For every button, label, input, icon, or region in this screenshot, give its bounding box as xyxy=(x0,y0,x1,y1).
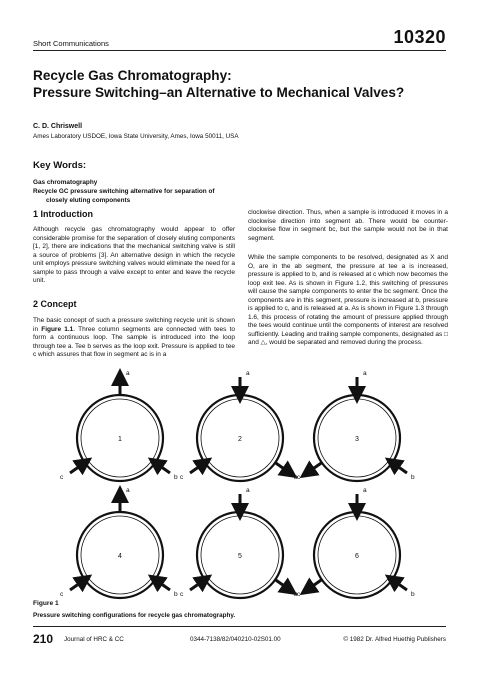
loop-panel xyxy=(180,370,298,481)
tee-label: b xyxy=(173,590,178,598)
tee-arrow xyxy=(190,580,205,590)
tee-label: c xyxy=(60,590,64,598)
tee-arrow xyxy=(70,463,85,473)
section-label: Short Communications xyxy=(33,39,109,48)
affiliation: Ames Laboratory USDOE, Iowa State University, Ames, Iowa 50011, USA xyxy=(33,133,239,140)
panel-number: 5 xyxy=(238,553,242,560)
footer-code: 0344-7138/82/040210-02S01.00 xyxy=(190,636,281,643)
tee-label: b xyxy=(173,473,178,481)
panel-number: 1 xyxy=(118,436,122,443)
tee-arrow xyxy=(275,463,290,473)
tee-label: a xyxy=(246,487,250,494)
tee-arrow xyxy=(70,580,85,590)
title-line-2: Pressure Switching–an Alternative to Mechanical Valves? xyxy=(33,85,405,100)
loop-panel xyxy=(60,487,178,598)
tee-label: a xyxy=(363,487,367,494)
title-line-1: Recycle Gas Chromatography: xyxy=(33,68,232,83)
loop-panel xyxy=(180,487,298,598)
keyword-item: Recycle GC pressure switching alternative for separation of xyxy=(33,188,215,195)
tee-arrow xyxy=(307,463,322,473)
tee-arrow xyxy=(307,580,322,590)
tee-label: a xyxy=(126,370,130,377)
figure-caption: Pressure switching configurations for recycle gas chromatography. xyxy=(33,612,236,619)
footer-page-number: 210 xyxy=(33,632,54,646)
col2-paragraph-2: While the sample components to be resolved, designated as X and O, are in the ab segment, the pressure at tee a is increased, pressure is applied to b, and is released at c which now becomes the loop exit tee. As is shown in Figure 1.2, this switching of pressures will cause the sample components to enter the bc segment. Once the components are in this segment, pressure is increased at b, pressure is applied to c, and is released at a. As is shown in Figure 1.3 through 1.6, this process of rotating the amount of pressure applied through the tees would continue until the components of interest are resolved sufficiently. Leading and trailing sample components, designated as □ and △, would be separated and removed during the process. xyxy=(248,254,448,346)
keyword-item: Gas chromatography xyxy=(33,179,98,186)
concept-text: The basic concept of such a pressure switching recycle unit is shown in xyxy=(33,317,235,333)
tee-label: a xyxy=(126,487,130,494)
tee-label: b xyxy=(293,473,298,481)
tee-label: c xyxy=(297,473,301,481)
figure-ref: Figure 1.1 xyxy=(41,325,74,333)
tee-arrow xyxy=(392,463,407,473)
tee-label: a xyxy=(363,370,367,377)
panel-number: 2 xyxy=(238,436,242,443)
tee-arrow xyxy=(155,580,170,590)
tee-arrow xyxy=(392,580,407,590)
figure-panels xyxy=(60,370,415,598)
panel-number: 6 xyxy=(355,553,359,560)
tee-label: a xyxy=(246,370,250,377)
tee-arrow xyxy=(190,463,205,473)
author: C. D. Chriswell xyxy=(33,123,83,130)
concept-text: . Three column segments are connected with tees to form a continuous loop. The sample is introduced into the loop through tee a. Tee b serves as the loop exit. Pressure is applied to tee c which assures that flow in segment ac is in a xyxy=(33,325,235,358)
footer-rule xyxy=(33,626,446,627)
panel-number: 4 xyxy=(118,553,122,560)
tee-label: b xyxy=(410,473,415,481)
figure-label: Figure 1 xyxy=(33,600,59,607)
panel-number: 3 xyxy=(355,436,359,443)
tee-label: c xyxy=(180,473,184,481)
intro-heading: 1 Introduction xyxy=(33,209,93,219)
tee-label: c xyxy=(180,590,184,598)
loop-panel xyxy=(297,487,415,598)
tee-label: b xyxy=(410,590,415,598)
tee-arrow xyxy=(155,463,170,473)
keyword-continuation: closely eluting components xyxy=(46,197,131,204)
tee-label: c xyxy=(297,590,301,598)
keywords-heading: Key Words: xyxy=(33,160,87,171)
concept-heading: 2 Concept xyxy=(33,299,77,309)
loop-panel xyxy=(60,370,178,481)
intro-paragraph: Although recycle gas chromatography would appear to offer considerable promise for the separation of closely eluting components [1, 2], there are indications that the mechanical switching valve is still a source of problems [3]. An alternative design in which the recycle unit employs pressure switching valves would eliminate the need for a sample to pass through a valve except to enter and leave the recycle unit. xyxy=(33,226,235,284)
footer-journal: Journal of HRC & CC xyxy=(64,636,124,643)
tee-arrow xyxy=(275,580,290,590)
page-code: 10320 xyxy=(393,27,446,47)
loop-panel xyxy=(297,370,415,481)
tee-label: c xyxy=(60,473,64,481)
footer-copyright: © 1982 Dr. Alfred Huethig Publishers xyxy=(343,636,446,643)
col2-paragraph-1: clockwise direction. Thus, when a sample is introduced it moves in a clockwise direction into segment ab. There would be counter-clockwise flow in segment bc, but the sample would not be in that segment. xyxy=(248,209,448,242)
tee-label: b xyxy=(293,590,298,598)
